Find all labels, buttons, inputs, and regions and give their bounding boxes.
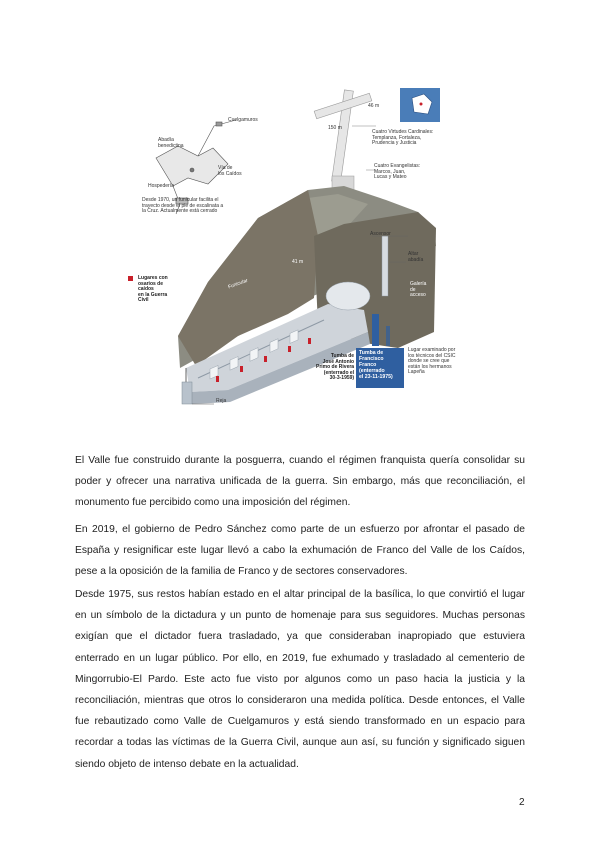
label-altar: Altar abadía xyxy=(408,251,424,263)
label-cuelgamuros: Cuelgamuros xyxy=(228,117,258,123)
label-franco-text: Tumba de Francisco Franco (enterrado el 23-11-1975) xyxy=(359,350,393,380)
label-depth: 41 m xyxy=(292,259,304,265)
cross xyxy=(314,90,372,190)
label-funicular-track: Funicular xyxy=(227,277,249,291)
label-hospederia: Hospedería xyxy=(148,183,174,189)
valle-illustration xyxy=(118,86,456,408)
label-primo: Tumba de José Antonio Primo de Rivera (enterrado el 30-3-1959) xyxy=(316,353,355,382)
paragraph-2-text: En 2019, el gobierno de Pedro Sánchez como parte de un esfuerzo por afrontar el pasado de España y resignificar este lugar llevó a cabo la exhumación de Franco del Valle de los Caídos, pese a la oposición de la familia de Franco y de sectores conservadores. xyxy=(75,524,525,578)
label-virtudes: Cuatro Virtudes Cardinales: Templanza, Fortaleza, Prudencia y Justicia xyxy=(372,129,434,147)
label-reja: Reja xyxy=(216,398,227,404)
label-ascensor: Ascensor xyxy=(370,231,391,237)
label-lugar-examinado: Lugar examinado por los técnicos del CSIC donde se cree que están los hermanos Lapeña xyxy=(408,347,456,376)
label-cross-width: 46 m xyxy=(368,103,380,109)
label-funicular-note: Desde 1970, un funicular facilita el trayecto desde el pie de escalinata a la Cruz. Actualmente está cerrado xyxy=(142,197,224,215)
paragraph-2 xyxy=(75,519,525,583)
label-via: Vía de los Caídos xyxy=(218,165,242,177)
paragraph-3 xyxy=(75,584,525,775)
label-cross-height: 150 m xyxy=(328,125,342,131)
label-abadia: Abadía benedictina xyxy=(158,137,184,149)
label-lugares: Lugares con osarios de caídos en la Guerra Civil xyxy=(138,275,168,304)
label-evangelistas: Cuatro Evangelistas: Marcos, Juan, Lucas y Mateo xyxy=(374,163,421,181)
paragraph-1 xyxy=(75,450,525,514)
page-number: 2 xyxy=(519,797,525,808)
dome xyxy=(326,282,370,310)
label-franco xyxy=(356,348,404,388)
label-galeria: Galería de acceso xyxy=(410,281,427,299)
paragraph-3-text: Desde 1975, sus restos habían estado en el altar principal de la basílica, lo que convirtió el lugar en un símbolo de la dictadura y un punto de homenaje para sus seguidores. Muchas personas exigían que el dictador fuera trasladado, ya que consideraban inapropiado que estuviera enterrado en un lugar público. Por ello, en 2019, fue exhumado y trasladado al cementerio de Mingorrubio-El Pardo. Este acto fue visto por algunos como un paso hacia la justicia y la reconciliación, mientras que otros lo consideraron una medida política. Desde entonces, el Valle fue rebautizado como Valle de Cuelgamuros y está siendo transformado en un espacio para recordar a todas las víctimas de la Guerra Civil, aunque aun así, su función y significado siguen siendo objeto de intenso debate en la actualidad. xyxy=(75,589,525,770)
paragraph-1-text: El Valle fue construido durante la posguerra, cuando el régimen franquista quería consolidar su poder y ofrecer una narrativa unificada de la guerra. Sin embargo, más que reconciliación, el monumento fue percibido como una imposición del régimen. xyxy=(75,455,525,509)
